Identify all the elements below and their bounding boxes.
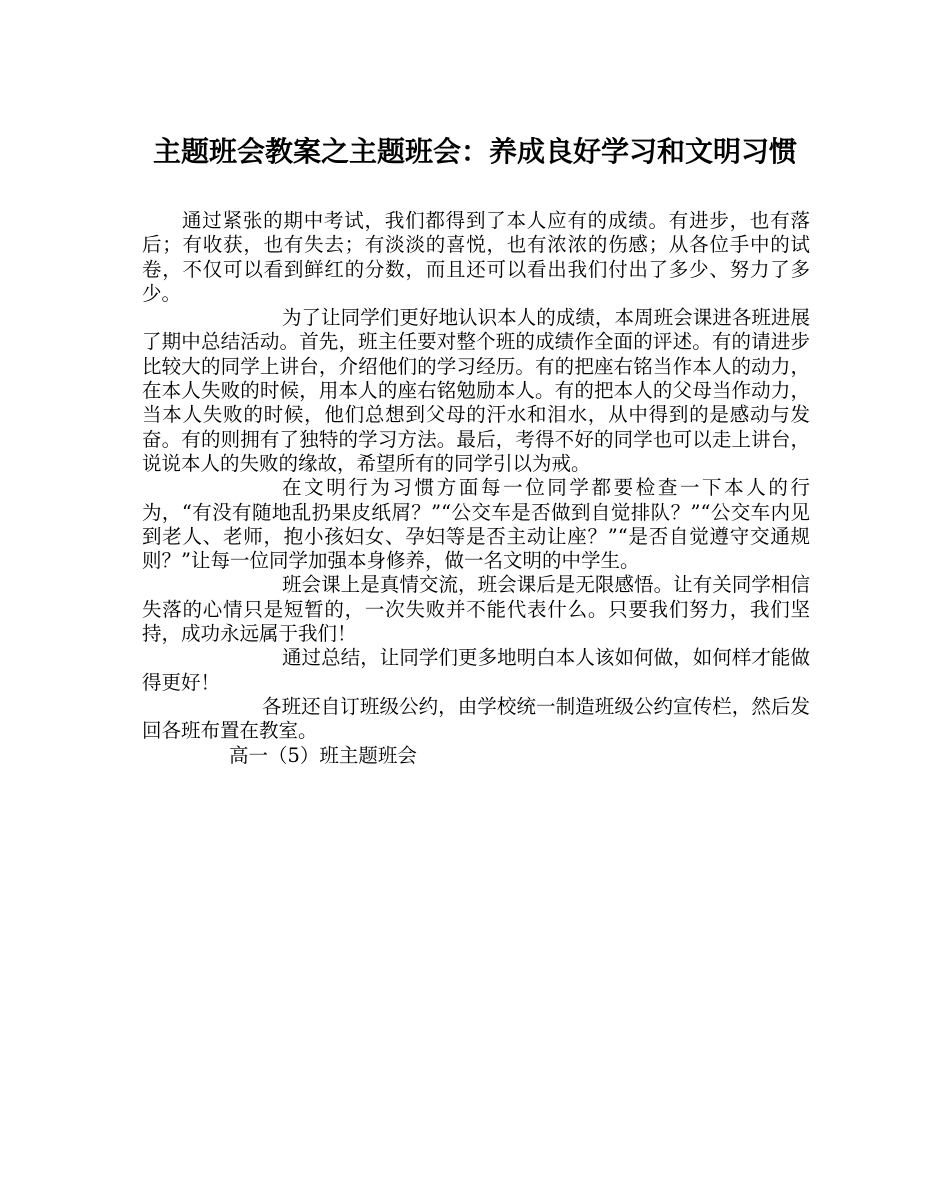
paragraph-exam-results: 通过紧张的期中考试，我们都得到了本人应有的成绩。有进步，也有落后；有收获，也有失去；有淡淡的喜悦，也有浓浓的伤感；从各位手中的试卷，不仅可以看到鲜红的分数，而且还可以看出我们付出了多少、努力了多少。	[142, 209, 810, 305]
paragraph-sincere-exchange: 班会课上是真情交流，班会课后是无限感悟。让有关同学相信失落的心情只是短暂的，一次失败并不能代表什么。只要我们努力，我们坚持，成功永远属于我们！	[142, 573, 810, 646]
paragraph-summary-activity: 为了让同学们更好地认识本人的成绩，本周班会课进各班进展了期中总结活动。首先，班主任要对整个班的成绩作全面的评述。有的请进步比较大的同学上讲台，介绍他们的学习经历。有的把座右铭当作本人的动力，在本人失败的时候，用本人的座右铭勉励本人。有的把本人的父母当作动力，当本人失败的时候，他们总想到父母的汗水和泪水，从中得到的是感动与发奋。有的则拥有了独特的学习方法。最后，考得不好的同学也可以走上讲台，说说本人的失败的缘故，希望所有的同学引以为戒。	[142, 306, 810, 475]
document-title: 主题班会教案之主题班会：养成良好学习和文明习惯	[152, 135, 797, 168]
signature: 高一（5）班主题班会	[229, 743, 417, 767]
paragraph-conclusion: 通过总结，让同学们更多地明白本人该如何做，如何样才能做得更好！	[142, 646, 810, 694]
paragraph-class-convention: 各班还自订班级公约，由学校统一制造班级公约宣传栏，然后发回各班布置在教室。	[142, 694, 810, 743]
document-body	[142, 209, 810, 768]
paragraph-civilized-behavior: 在文明行为习惯方面每一位同学都要检查一下本人的行为，“有没有随地乱扔果皮纸屑？”“公交车是否做到自觉排队？”“公交车内见到老人、老师，抱小孩妇女、孕妇等是否主动让座？”“是否自觉遵守交通规则？”让每一位同学加强本身修养，做一名文明的中学生。	[142, 476, 810, 573]
